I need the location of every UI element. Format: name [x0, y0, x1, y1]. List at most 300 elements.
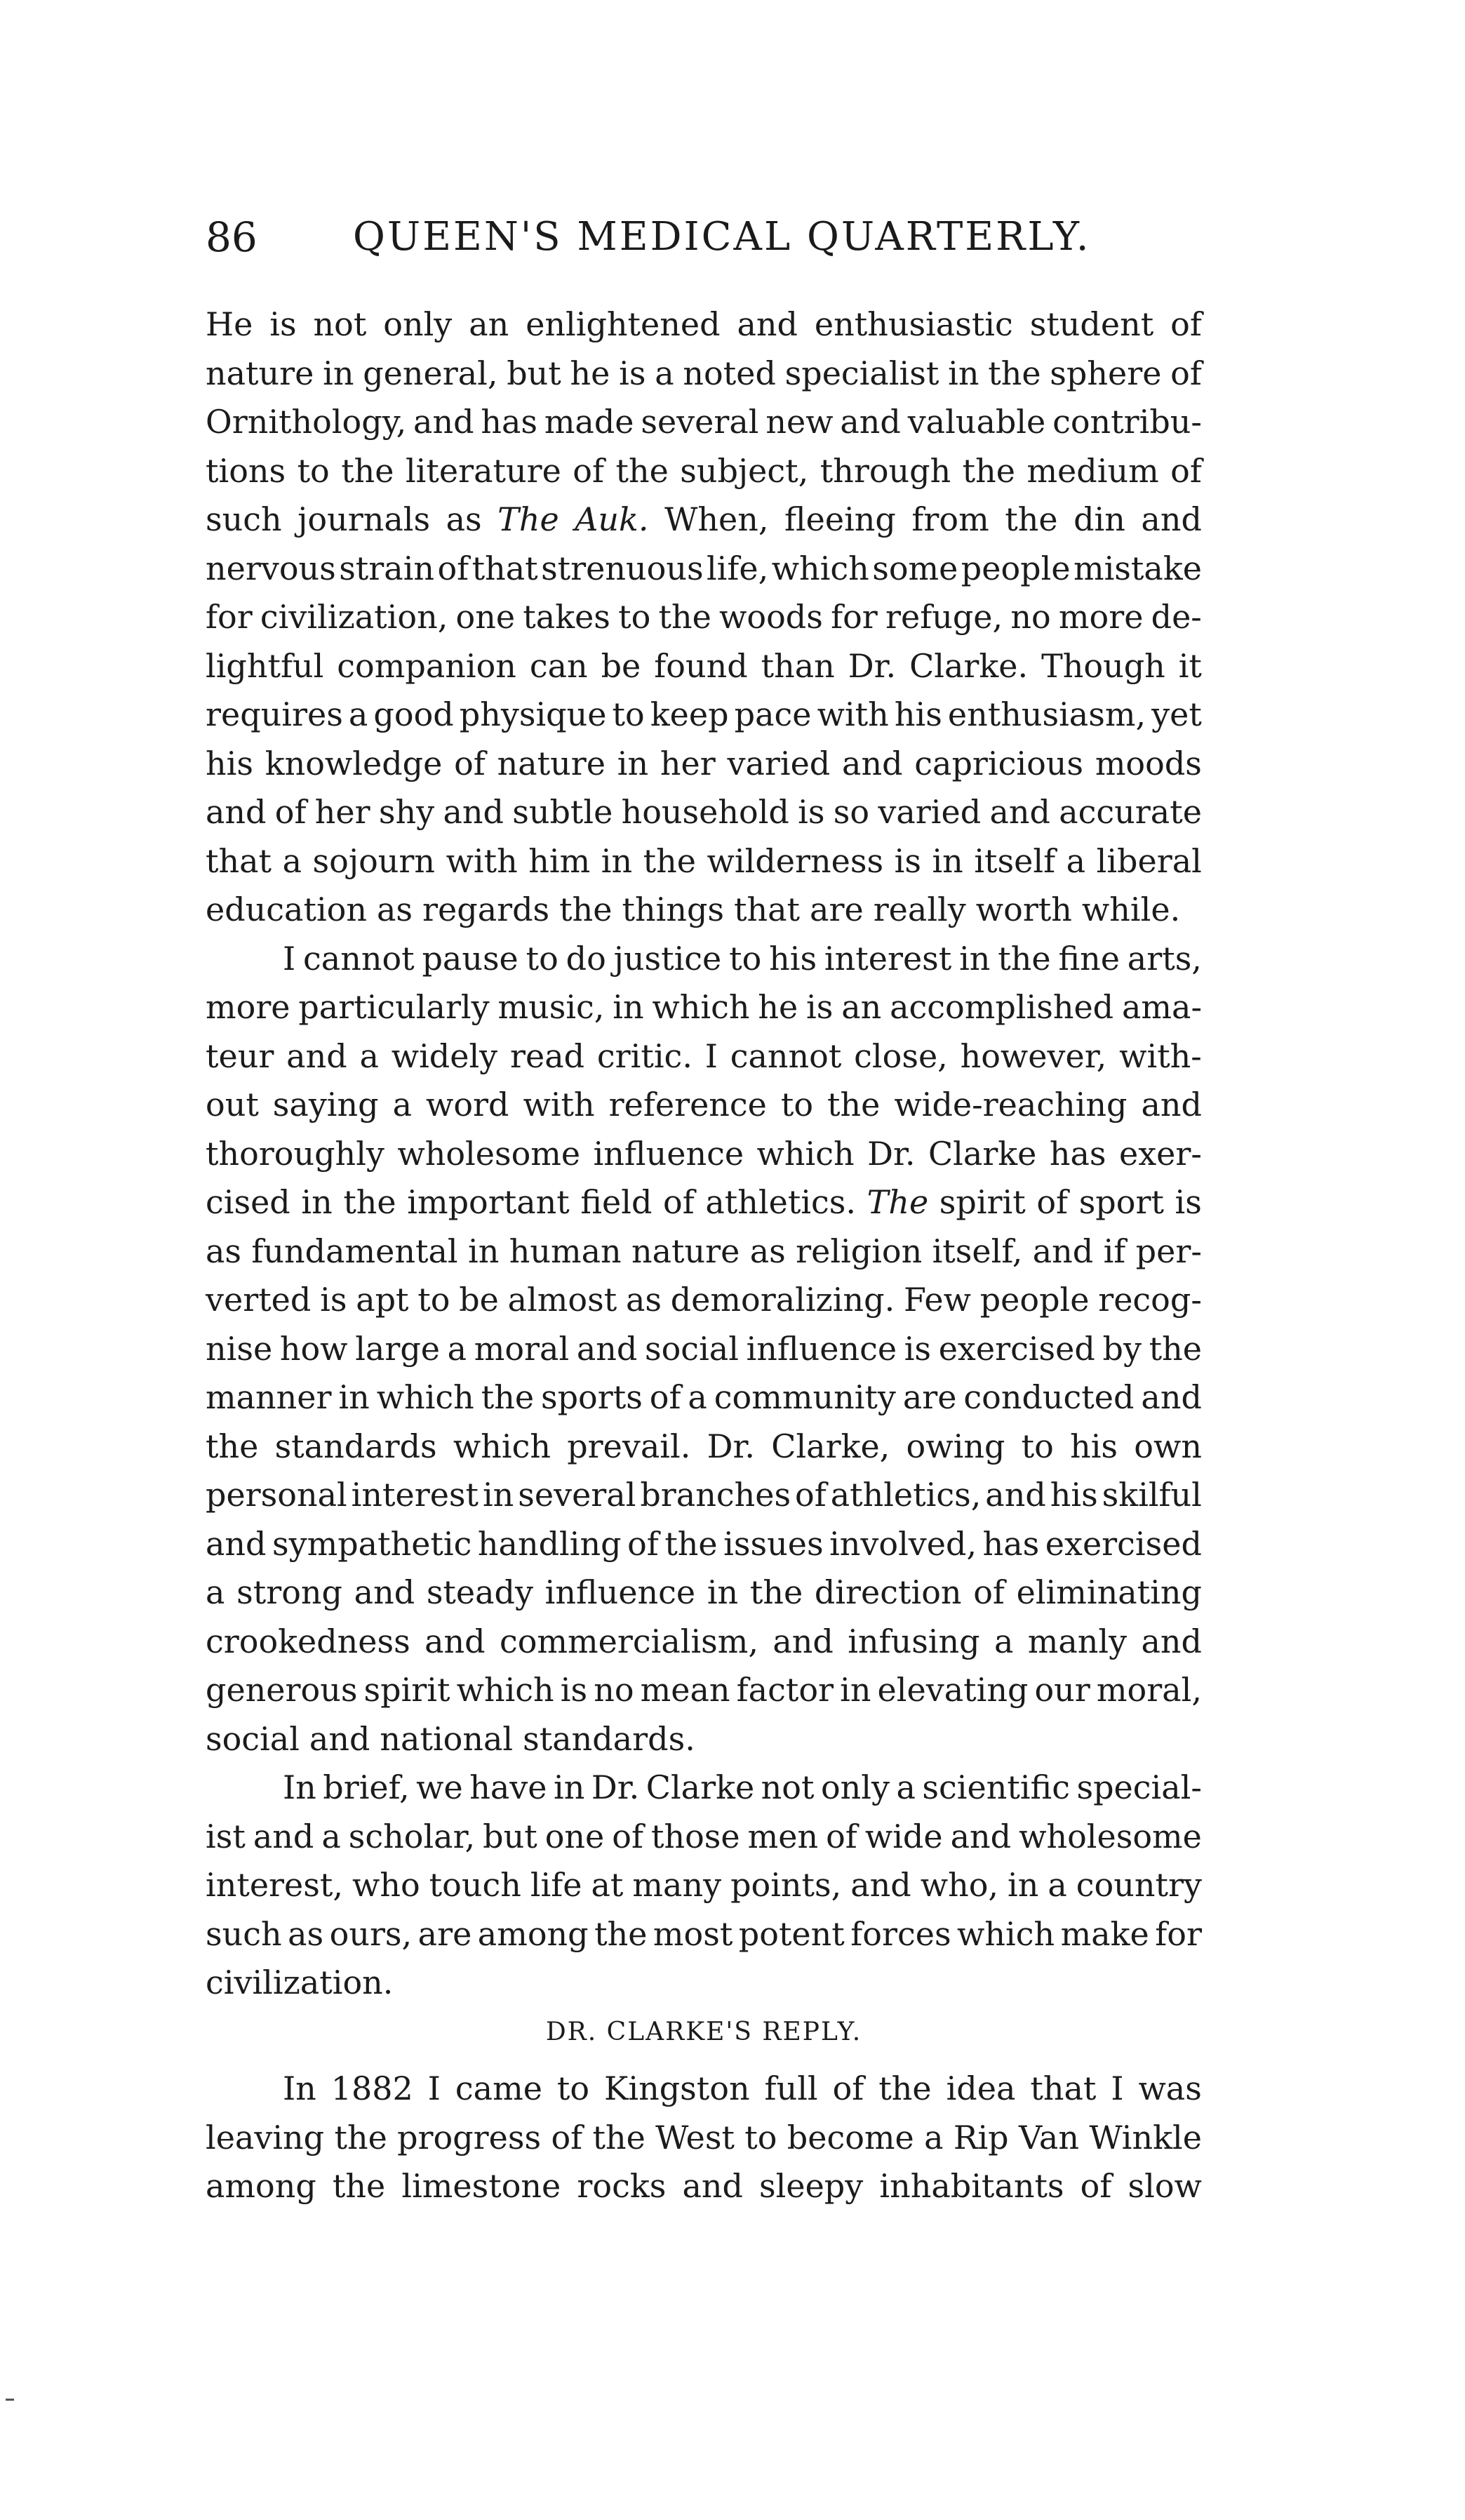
word: made [544, 403, 634, 441]
word: and [443, 793, 504, 831]
word: is [806, 988, 834, 1026]
word: steady [426, 1573, 533, 1611]
word: not [761, 1768, 815, 1806]
word: apt [356, 1281, 409, 1319]
word: is [320, 1281, 347, 1319]
word: through [820, 451, 951, 490]
word: is [1175, 1183, 1202, 1221]
word: physique [459, 695, 607, 733]
word: moral, [1096, 1671, 1202, 1709]
word: and [772, 1622, 834, 1660]
word: his [894, 695, 942, 733]
word: leaving [206, 2118, 325, 2156]
word: really [873, 891, 966, 928]
word: yet [1151, 695, 1202, 733]
word: Clarke, [771, 1427, 890, 1465]
text-line [206, 1422, 1202, 1472]
word: ama- [1121, 988, 1202, 1026]
word: the [334, 2118, 387, 2156]
word: national [380, 1719, 514, 1758]
spacer [206, 2056, 1202, 2065]
word: a [896, 1768, 916, 1806]
word: as [206, 1232, 242, 1270]
word: has [481, 403, 537, 441]
word: of [1170, 451, 1202, 490]
word: touch [429, 1866, 521, 1904]
word: of [649, 1378, 681, 1416]
word: influence [593, 1134, 744, 1173]
word: prevail. [567, 1427, 691, 1465]
word: from [911, 500, 989, 538]
word: a [688, 1378, 707, 1416]
word: in [617, 744, 649, 782]
word: his [769, 939, 817, 978]
word: keep [650, 695, 729, 733]
word: has [1049, 1134, 1106, 1173]
reply-paragraph [206, 2065, 1202, 2211]
word: to [417, 1281, 450, 1319]
word: pause [422, 939, 519, 978]
word: people [979, 1281, 1090, 1319]
word: to [526, 939, 558, 978]
word: the [206, 1427, 259, 1465]
word: crookedness [206, 1622, 410, 1660]
word: personal [206, 1476, 347, 1514]
word: can [529, 646, 588, 685]
word: in [468, 1232, 500, 1270]
word: per- [1135, 1232, 1202, 1270]
word: those [650, 1817, 740, 1855]
word: takes [523, 598, 610, 636]
word: life, [706, 549, 769, 587]
word: influence [746, 1329, 897, 1368]
word: people [961, 549, 1071, 587]
word: do [566, 939, 606, 978]
word: his [1070, 1427, 1118, 1465]
word: sport [1078, 1183, 1164, 1221]
word: scientific [922, 1768, 1070, 1806]
word: as [446, 500, 482, 538]
word: idea [946, 2069, 1016, 2107]
text-line [206, 300, 1202, 349]
word: din [1073, 500, 1125, 538]
word: several [641, 403, 759, 441]
word: but [483, 1817, 537, 1855]
text-line [206, 1227, 1202, 1276]
word: Dr. [591, 1768, 640, 1806]
word: teur [206, 1036, 274, 1075]
text-line [206, 1081, 1202, 1130]
word: no [594, 1671, 634, 1709]
word: while. [1081, 891, 1181, 928]
word: and [840, 403, 901, 441]
word: of [573, 451, 605, 490]
word: subtle [512, 793, 613, 831]
word: are [902, 1378, 957, 1416]
word: sphere [1050, 354, 1162, 392]
word: a [1048, 1866, 1067, 1904]
word: of [1170, 354, 1202, 392]
word: West [655, 2118, 735, 2156]
word: sympathetic [272, 1524, 472, 1563]
word: for [831, 598, 878, 636]
word: most [653, 1914, 733, 1953]
word: manly [1027, 1622, 1128, 1660]
word: sojourn [312, 841, 436, 880]
text-line [206, 545, 1202, 594]
word: and [286, 1036, 347, 1075]
word: sleepy [759, 2167, 864, 2205]
word: interest [351, 1476, 479, 1514]
word: and [1141, 1086, 1202, 1124]
word: noted [683, 354, 776, 392]
word: field [580, 1183, 653, 1221]
word: which [456, 1671, 554, 1709]
text-line [206, 1568, 1202, 1618]
text-line [206, 642, 1202, 691]
word: the [878, 2069, 932, 2107]
text-line [206, 788, 1202, 837]
word: verted [206, 1281, 312, 1319]
text-line [206, 1666, 1202, 1715]
word: limestone [401, 2167, 561, 2205]
word: I [427, 2069, 441, 2107]
word: factor [736, 1671, 834, 1709]
word: nature [497, 744, 606, 782]
word: of [437, 549, 469, 587]
word: contribu- [1052, 403, 1202, 441]
word: thoroughly [206, 1134, 384, 1173]
word: almost [507, 1281, 617, 1319]
word: Kingston [604, 2069, 750, 2107]
word: influence [544, 1573, 696, 1611]
word: who [352, 1866, 420, 1904]
paragraph [206, 935, 1202, 1764]
word: was [1138, 2069, 1202, 2107]
word: generous [206, 1671, 358, 1709]
word: capricious [914, 744, 1084, 782]
text-line [206, 447, 1202, 496]
word: Dr. [707, 1427, 756, 1465]
word: to [1021, 1427, 1054, 1465]
word: progress [397, 2118, 542, 2156]
word: the [481, 1378, 535, 1416]
word: reference [608, 1086, 767, 1124]
word: and [576, 1329, 638, 1368]
word: valuable [907, 403, 1046, 441]
word: in [338, 1378, 370, 1416]
word: Van [1018, 2118, 1079, 2156]
section-heading: DR. CLARKE'S REPLY. [545, 2017, 862, 2046]
word: out [206, 1086, 259, 1124]
text-line [206, 1764, 1202, 1813]
word: as [377, 891, 413, 928]
word: in [959, 939, 991, 978]
text-line [206, 593, 1202, 642]
word: of [795, 1476, 827, 1514]
word: in [554, 1768, 585, 1806]
word: is [269, 305, 297, 343]
word: the [594, 1914, 648, 1953]
word: cannot [303, 939, 415, 978]
word: of [973, 1573, 1005, 1611]
word: with [446, 841, 518, 880]
word: rocks [577, 2167, 667, 2205]
text-line [206, 2162, 1202, 2211]
word: commercialism, [499, 1622, 759, 1660]
word: such [206, 1914, 282, 1953]
word: and [1032, 1232, 1094, 1270]
word: Auk. [575, 500, 649, 538]
word: exercised [938, 1329, 1095, 1368]
word: justice [613, 939, 722, 978]
word: Dr. [848, 646, 897, 685]
word: he [758, 988, 798, 1026]
word: I [704, 1036, 718, 1075]
text-line [206, 691, 1202, 740]
word: and [253, 1817, 314, 1855]
word: and [1141, 1378, 1202, 1416]
word: word [425, 1086, 509, 1124]
word: new [765, 403, 834, 441]
word: men [747, 1817, 819, 1855]
word: read [509, 1036, 585, 1075]
word: in [301, 1183, 333, 1221]
word: student [1029, 305, 1154, 343]
word: he [570, 354, 610, 392]
word: cised [206, 1183, 290, 1221]
word: at [591, 1866, 624, 1904]
word: manner [206, 1378, 332, 1416]
word: as [749, 1232, 786, 1270]
word: community [714, 1378, 896, 1416]
word: The [497, 500, 559, 538]
word: exer- [1118, 1134, 1202, 1173]
word: and [1141, 500, 1202, 538]
word: and [842, 744, 903, 782]
word: the [643, 841, 697, 880]
word: own [1134, 1427, 1202, 1465]
word: if [1103, 1232, 1126, 1270]
word: spirit [939, 1183, 1026, 1221]
word: human [509, 1232, 622, 1270]
word: the [341, 451, 394, 490]
word: nise [206, 1329, 273, 1368]
word: slow [1128, 2167, 1202, 2205]
word: household [621, 793, 789, 831]
word: and [950, 1817, 1012, 1855]
word: among [206, 2167, 316, 2205]
word: Clarke [928, 1134, 1037, 1173]
word: special- [1076, 1768, 1202, 1806]
word: and [985, 1476, 1046, 1514]
word: tions [206, 451, 286, 490]
word: itself, [932, 1232, 1023, 1270]
word: found [654, 646, 748, 685]
word: and [206, 793, 267, 831]
text-line [206, 1130, 1202, 1179]
word: companion [337, 646, 516, 685]
word: by [1102, 1329, 1142, 1368]
word: a [994, 1622, 1014, 1660]
word: social [206, 1719, 300, 1758]
word: The [867, 1183, 929, 1221]
word: strong [236, 1573, 342, 1611]
word: of [826, 1817, 857, 1855]
running-head: QUEEN'S MEDICAL QUARTERLY. [353, 214, 1091, 260]
word: as [625, 1281, 662, 1319]
text-line [206, 349, 1202, 399]
word: to [618, 598, 651, 636]
word: standards [274, 1427, 437, 1465]
word: many [632, 1866, 722, 1904]
word: not [313, 305, 367, 343]
word: important [407, 1183, 570, 1221]
word: eliminating [1016, 1573, 1202, 1611]
word: nature [631, 1232, 740, 1270]
word: Clarke. [909, 646, 1029, 685]
word: I [283, 939, 296, 978]
word: has [982, 1524, 1040, 1563]
word: the [749, 1573, 803, 1611]
word: direction [814, 1573, 962, 1611]
word: In [283, 1768, 316, 1806]
word: came [455, 2069, 542, 2107]
word: of [274, 793, 307, 831]
word: are [417, 1914, 472, 1953]
word: that [1030, 2069, 1097, 2107]
word: brief, [323, 1768, 410, 1806]
word: a [321, 1817, 341, 1855]
word: shy [378, 793, 435, 831]
word: He [206, 305, 253, 343]
word: enlightened [526, 305, 721, 343]
text-line [206, 1032, 1202, 1081]
word: general, [363, 354, 498, 392]
word: things [622, 891, 725, 928]
word: athletics, [830, 1476, 982, 1514]
word: medium [1026, 451, 1159, 490]
word: the [988, 354, 1041, 392]
word: a [392, 1086, 412, 1124]
word: refuge, [885, 598, 1003, 636]
text-line [206, 2114, 1202, 2163]
word: that [471, 549, 538, 587]
word: to [729, 939, 762, 978]
text-line [206, 983, 1202, 1032]
text-line [206, 1861, 1202, 1910]
page-number: 86 [206, 213, 257, 261]
word: which [652, 988, 750, 1026]
word: of [1080, 2167, 1112, 2205]
word: how [279, 1329, 348, 1368]
page-header [206, 206, 1210, 269]
word: but [507, 354, 561, 392]
word: with [817, 695, 889, 733]
word: are [810, 891, 864, 928]
word: of [663, 1183, 695, 1221]
word: fine [1058, 939, 1120, 978]
text-line [206, 1618, 1202, 1667]
word: which [376, 1378, 474, 1416]
word: wide-reaching [894, 1086, 1128, 1124]
word: fleeing [784, 500, 896, 538]
text-line [206, 1276, 1202, 1325]
paragraph [206, 1764, 1202, 2008]
word: be [459, 1281, 499, 1319]
word: in [707, 1573, 739, 1611]
word: the [1005, 500, 1058, 538]
word: which [957, 1914, 1055, 1953]
word: become [787, 2118, 914, 2156]
word: elevating [877, 1671, 1029, 1709]
word: to [297, 451, 330, 490]
word: his [206, 744, 253, 782]
word: regards [422, 891, 550, 928]
word: country [1076, 1866, 1202, 1904]
word: conducted [963, 1378, 1135, 1416]
word: enthusiasm, [947, 695, 1146, 733]
word: and [989, 793, 1050, 831]
word: moral [474, 1329, 570, 1368]
word: in [613, 988, 644, 1026]
word: such [206, 500, 282, 538]
word: and [737, 305, 798, 343]
word: music, [497, 988, 605, 1026]
word: a [348, 695, 368, 733]
word: her [660, 744, 716, 782]
word: varied [878, 793, 982, 831]
text-line [206, 886, 1202, 935]
word: accomplished [890, 988, 1114, 1026]
word: issues [723, 1524, 824, 1563]
word: accurate [1059, 793, 1202, 831]
word: the [658, 598, 711, 636]
word: ist [206, 1817, 246, 1855]
word: no [1010, 598, 1051, 636]
word: and [850, 1866, 911, 1904]
text-line [206, 935, 1202, 984]
word: him [528, 841, 591, 880]
word: saying [272, 1086, 379, 1124]
word: demoralizing. [670, 1281, 895, 1319]
word: subject, [680, 451, 809, 490]
word: in [948, 354, 979, 392]
text-line [206, 1959, 1202, 2008]
word: strain [339, 549, 435, 587]
word: mean [640, 1671, 730, 1709]
word: of [454, 744, 486, 782]
word: in [1008, 1866, 1039, 1904]
word: varied [727, 744, 831, 782]
text-line [206, 1471, 1202, 1520]
word: to [556, 2069, 590, 2107]
word: good [373, 695, 454, 733]
word: interest, [206, 1866, 343, 1904]
word: standards. [523, 1719, 695, 1758]
word: is [798, 793, 825, 831]
word: particularly [298, 988, 490, 1026]
word: pace [734, 695, 812, 733]
text-line [206, 2065, 1202, 2114]
word: Dr. [867, 1134, 916, 1173]
word: a [206, 1573, 225, 1611]
word: one [544, 1817, 605, 1855]
word: in [323, 354, 354, 392]
word: close, [854, 1036, 948, 1075]
word: Clarke [645, 1768, 755, 1806]
word: in [840, 1671, 871, 1709]
